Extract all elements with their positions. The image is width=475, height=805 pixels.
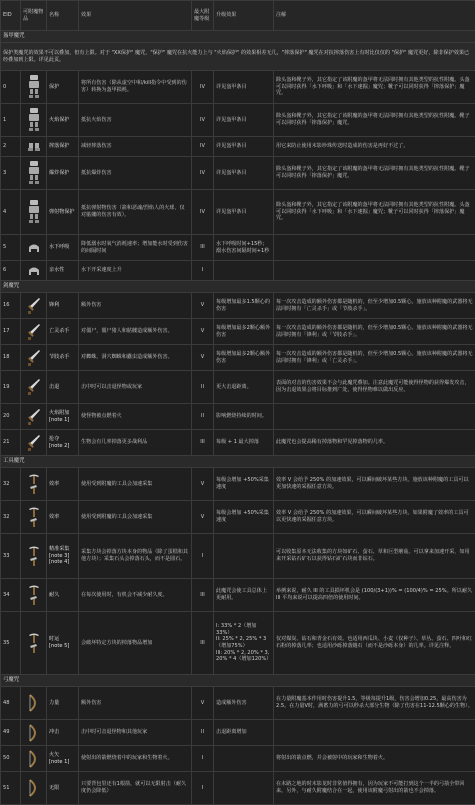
eid-cell: 17 (1, 319, 21, 345)
effect-cell: 会破坏特定方块的掉落物品增加 (79, 612, 192, 675)
table-row (1, 345, 475, 371)
header-eid: EID (1, 1, 21, 31)
eid-cell: 5 (1, 235, 21, 261)
upgrade-cell: 此魔咒会使工具总体上更耐用。 (214, 579, 274, 612)
helmet-icon (23, 262, 44, 279)
table-row (1, 137, 475, 157)
upgrade-cell: 每级 + 1 最大掉落 (214, 430, 274, 456)
name-cell: 摔落保护 (47, 137, 79, 157)
effect-cell: 将所有伤害（除从虚空中和/kill指令中受到的伤害）转换为盔甲损耗。 (79, 71, 192, 104)
note-cell: 效率 V 会给予 250% 的加速效果，可以瞬间破坏某些方块。如果附魔了效率的工具可以更快速的采掘任意方块。 (274, 501, 475, 534)
note-cell: 每一次攻击造成的额外伤害都是随机的，但至少增加0.5颗心。施放该种附魔的武器将无法同时拥有「锋利」或「节肢杀手」。 (274, 319, 475, 345)
eid-cell: 35 (1, 612, 21, 675)
table-row (1, 235, 475, 261)
note-cell (274, 261, 475, 281)
name-cell: 击退 (47, 371, 79, 404)
effect-cell: 采集方块会掉落方块本身的物品（除了蛋糕和其他方块）；采集石头会掉落石头，而不是圆石。 (79, 534, 192, 579)
effect-cell: 对僵尸，僵尸猪人和骷髅造成额外伤害。 (79, 319, 192, 345)
effect-cell: 使用受到附魔的工具会加速采集 (79, 501, 192, 534)
max-level-cell: III (192, 235, 214, 261)
item-icon-cell (21, 293, 47, 319)
eid-cell: 1 (1, 104, 21, 137)
section-intro-row (1, 43, 475, 71)
effect-cell: 使射出的箭燃烧着中的玩家和生物着火。 (79, 746, 192, 772)
bow-icon (23, 773, 44, 803)
item-icon-cell (21, 612, 47, 675)
sword-icon (23, 320, 44, 343)
max-level-cell: I (192, 261, 214, 281)
item-icon-cell (21, 534, 47, 579)
upgrade-cell (214, 772, 274, 805)
table-row (1, 612, 475, 675)
helmet-icon (23, 236, 44, 259)
tools-icon (23, 613, 44, 673)
eid-cell: 32 (1, 468, 21, 501)
upgrade-cell: 每级会增加 +50%采集速度 (214, 468, 274, 501)
note-cell (274, 720, 475, 746)
max-level-cell: III (192, 579, 214, 612)
item-icon-cell (21, 137, 47, 157)
item-icon-cell (21, 430, 47, 456)
note-cell (274, 404, 475, 430)
effect-cell: 水下开采速度上升 (79, 261, 192, 281)
item-icon-cell (21, 190, 47, 235)
eid-cell: 32 (1, 501, 21, 534)
note-cell: 将射出的箭点燃，并会被射中的玩家和生物着火。 (274, 746, 475, 772)
effect-cell: 抵抗弹射物伤害（箭和恶魂/烈焰人的火球，仅对骷髅的伤害有效）。 (79, 190, 192, 235)
table-row (1, 468, 475, 501)
table-row (1, 293, 475, 319)
note-cell: 效率 V 会给予 250% 的加速效果，可以瞬间破坏某些方块。施放该种附魔的工具可以更加快速的采掘任意方块。 (274, 468, 475, 501)
effect-cell: 减轻摔落伤害 (79, 137, 192, 157)
section-title: 盔甲魔咒 (1, 31, 475, 43)
sword-icon (23, 294, 44, 317)
section-header (1, 675, 475, 687)
note-cell: 除头盔和靴子外，其它指定了该附魔的盔甲将无法同时拥有其他类型的抗性附魔。靴子可以同时获得「摔落保护」魔咒。 (274, 157, 475, 190)
max-level-cell: I (192, 534, 214, 579)
armor-set-icon (23, 72, 44, 102)
max-level-cell: III (192, 612, 214, 675)
item-icon-cell (21, 501, 47, 534)
upgrade-cell: 更大击退距离。 (214, 371, 274, 404)
eid-cell: 3 (1, 157, 21, 190)
item-icon-cell (21, 319, 47, 345)
upgrade-cell (214, 534, 274, 579)
eid-cell: 4 (1, 190, 21, 235)
table-row (1, 190, 475, 235)
note-cell: 除头盔和靴子外，其它指定了该附魔的盔甲将无法同时拥有其他类型的抗性附魔。靴子可以同时获得「摔落保护」魔咒。 (274, 104, 475, 137)
note-cell: 每一次攻击造成的额外伤害都是随机的，但至少增加0.5颗心。施放该种附魔的武器将无法同时拥有「亡灵杀手」或「节肢杀手」。 (274, 293, 475, 319)
sword-icon (23, 405, 44, 428)
upgrade-cell: 水下呼吸时间+15秒；溺水伤害间隔时间+1秒 (214, 235, 274, 261)
eid-cell: 33 (1, 534, 21, 579)
effect-cell: 生物会有几率掉落更多战利品 (79, 430, 192, 456)
sword-icon (23, 372, 44, 402)
header-items: 可附魔物品 (21, 1, 47, 31)
upgrade-cell: 影响燃烧持续的时间。 (214, 404, 274, 430)
item-icon-cell (21, 261, 47, 281)
note-cell: 在末路之地的时末影龙时非常值得拥有，因为玩家不可能打到这个一半的弓箭全带回来。另外，与耐久附魔结合在一起，使用该附魔弓射出的箭也不会掉落。 (274, 772, 475, 805)
note-cell: 仅对煤炭、钻石和青金石有效。也适用西瓜块、小麦（仅种子）、草丛、萤石、四叶和红石粉的掉落几率；也适用沙砾掉落燧石（而不是沙砾本身）的几率。详见注释。 (274, 612, 475, 675)
upgrade-cell: I: 33% * 2（增加33%） II: 25% * 2, 25% * 3（增加75%） III: 20% * 2, 20% * 3, 20% * 4（增加120%） (214, 612, 274, 675)
sword-icon (23, 346, 44, 369)
eid-cell: 2 (1, 137, 21, 157)
effect-cell: 额外伤害 (79, 293, 192, 319)
max-level-cell: V (192, 501, 214, 534)
name-cell: 精准采集 [note 3] [note 4] (47, 534, 79, 579)
header-max-level: 最大附魔等级 (192, 1, 214, 31)
item-icon-cell (21, 345, 47, 371)
item-icon-cell (21, 157, 47, 190)
max-level-cell: V (192, 319, 214, 345)
table-row (1, 501, 475, 534)
eid-cell: 0 (1, 71, 21, 104)
effect-cell: 使用受到附魔的工具会加速采集 (79, 468, 192, 501)
name-cell: 水下呼吸 (47, 235, 79, 261)
upgrade-cell: 每级会增加 +50%采集速度 (214, 501, 274, 534)
bow-icon (23, 721, 44, 744)
effect-cell: 抵抗爆炸伤害 (79, 157, 192, 190)
upgrade-cell: 详见盔甲条目 (214, 71, 274, 104)
table-row (1, 720, 475, 746)
upgrade-cell (214, 746, 274, 772)
name-cell: 弹射物保护 (47, 190, 79, 235)
note-cell: 此魔咒也会提高稀有掉落物和罕见掉落物的几率。 (274, 430, 475, 456)
table-row (1, 579, 475, 612)
name-cell: 火焰保护 (47, 104, 79, 137)
effect-cell: 对蜘蛛，洞穴蜘蛛和蠹虫造成额外伤害。 (79, 345, 192, 371)
item-icon-cell (21, 71, 47, 104)
effect-cell: 降低溺水时氧气消耗速率；增加能水时受到伤害的间隔时间 (79, 235, 192, 261)
max-level-cell: IV (192, 137, 214, 157)
name-cell: 时运 [note 5] (47, 612, 79, 675)
max-level-cell: I (192, 746, 214, 772)
item-icon-cell (21, 404, 47, 430)
section-title: 工具魔咒 (1, 456, 475, 468)
upgrade-cell: 每级增加最多2颗心额外伤害 (214, 345, 274, 371)
eid-cell: 51 (1, 772, 21, 805)
note-cell: 每一次攻击造成的额外伤害都是随机的，但至少增加0.5颗心。施放该种附魔的武器将无法同时拥有「锋利」或「亡灵杀手」。 (274, 345, 475, 371)
upgrade-cell: 每级增加最多1.5颗心的伤害 (214, 293, 274, 319)
max-level-cell: V (192, 687, 214, 720)
eid-cell: 49 (1, 720, 21, 746)
effect-cell: 击中时可击退怪物和其他玩家 (79, 720, 192, 746)
upgrade-cell: 详见盔甲条目 (214, 137, 274, 157)
name-cell: 亡灵杀手 (47, 319, 79, 345)
table-row (1, 404, 475, 430)
effect-cell: 抵抗火焰伤害 (79, 104, 192, 137)
eid-cell: 21 (1, 430, 21, 456)
item-icon-cell (21, 371, 47, 404)
name-cell: 无限 (47, 772, 79, 805)
upgrade-cell (214, 261, 274, 281)
max-level-cell: V (192, 468, 214, 501)
table-row (1, 772, 475, 805)
item-icon-cell (21, 468, 47, 501)
max-level-cell: V (192, 345, 214, 371)
eid-cell: 20 (1, 404, 21, 430)
table-row (1, 430, 475, 456)
eid-cell: 6 (1, 261, 21, 281)
eid-cell: 34 (1, 579, 21, 612)
note-cell: 除头盔和靴子外，其它指定了该附魔的盔甲将无法同时拥有其他类型的抗性附魔。头盔可以同时获得「水下呼吸」和「水下速掘」魔咒；靴子可以同时获得「摔落保护」魔咒。 (274, 71, 475, 104)
name-cell: 火焰附加 [note 1] (47, 404, 79, 430)
armor-set-icon (23, 158, 44, 188)
table-row (1, 746, 475, 772)
max-level-cell: IV (192, 157, 214, 190)
item-icon-cell (21, 579, 47, 612)
tools-icon (23, 580, 44, 610)
name-cell: 效率 (47, 501, 79, 534)
upgrade-cell: 详见盔甲条目 (214, 104, 274, 137)
name-cell: 亲水性 (47, 261, 79, 281)
effect-cell: 击中时可以击退怪物或玩家 (79, 371, 192, 404)
header-upgrade: 升级效果 (214, 1, 274, 31)
name-cell: 节肢杀手 (47, 345, 79, 371)
name-cell: 锋利 (47, 293, 79, 319)
note-cell: 除头盔和靴子外，其它指定了该附魔的盔甲将无法同时拥有其他类型的抗性附魔。头盔可以同时获得「水下呼吸」和「水下速掘」魔咒；靴子可以同时获得「摔落保护」魔咒。 (274, 190, 475, 235)
item-icon-cell (21, 746, 47, 772)
table-row (1, 534, 475, 579)
header-row (1, 1, 475, 31)
upgrade-cell: 每级增加最多2颗心额外伤害 (214, 319, 274, 345)
effect-cell: 额外伤害 (79, 687, 192, 720)
bow-icon (23, 747, 44, 770)
note-cell: 在力量附魔基本作用时伤害提升1.5，等级每提升1级，伤害会增加0.25，最高伤害为2.5。在力量V时，满蓄力的弓可以秒杀大部分生物（除了伤害在11-12.5颗心的生物）。 (274, 687, 475, 720)
note-cell: 表面的对击的伤害效果不会与此魔咒叠加。注意此魔咒可能使得怪物的获得爆发攻击，因为击退效果会将目标推到广处，使得怪物难以做出反应。 (274, 371, 475, 404)
section-header (1, 281, 475, 293)
tools-icon (23, 469, 44, 499)
max-level-cell: IV (192, 104, 214, 137)
header-effect: 效果 (79, 1, 192, 31)
table-row (1, 71, 475, 104)
item-icon-cell (21, 235, 47, 261)
armor-set-icon (23, 105, 44, 135)
max-level-cell: II (192, 404, 214, 430)
name-cell: 抢夺 [note 2] (47, 430, 79, 456)
item-icon-cell (21, 687, 47, 720)
section-title: 剑魔咒 (1, 281, 475, 293)
table-row (1, 261, 475, 281)
eid-cell: 50 (1, 746, 21, 772)
item-icon-cell (21, 772, 47, 805)
section-header (1, 456, 475, 468)
armor-set-icon (23, 191, 44, 233)
name-cell: 效率 (47, 468, 79, 501)
tools-icon (23, 502, 44, 532)
max-level-cell: IV (192, 190, 214, 235)
item-icon-cell (21, 104, 47, 137)
bow-icon (23, 688, 44, 718)
upgrade-cell: 详见盔甲条目 (214, 157, 274, 190)
table-row (1, 319, 475, 345)
section-intro: 保护类魔咒的效果不可以叠加，但有上限。对于 "XX保护" 魔咒，"保护" 魔咒在抗火能力上与 "火焰保护" 的效果相差无几，"摔落保护" 魔咒在对抗摔落伤害上有时比仅仅的 "保护" 魔咒更好，除非保护效果已经叠加到上限。详见此页。 (1, 43, 475, 71)
effect-cell: 在每次使用时，有机会不减少耐久度。 (79, 579, 192, 612)
note-cell: 举例来说，耐久 III 的工具损坏机会是 (100/(3+1))% = (100/4)% = 25%。所以耐久 III 平均来说可以提高四倍的使用时间。 (274, 579, 475, 612)
eid-cell: 18 (1, 345, 21, 371)
name-cell: 冲击 (47, 720, 79, 746)
eid-cell: 16 (1, 293, 21, 319)
name-cell: 保护 (47, 71, 79, 104)
note-cell (274, 235, 475, 261)
upgrade-cell: 击退距离增加 (214, 720, 274, 746)
note-cell: 可以收集原本无法收集的方块如矿石、萤石、草和巨型蘑菇。可以拿来加速开采，如用来开采钻石矿石以获得钻石矿石块而非钻石。 (274, 534, 475, 579)
max-level-cell: III (192, 430, 214, 456)
section-header (1, 31, 475, 43)
max-level-cell: IV (192, 71, 214, 104)
effect-cell: 使怪物被点燃着火 (79, 404, 192, 430)
upgrade-cell: 详见盔甲条目 (214, 190, 274, 235)
tools-icon (23, 535, 44, 577)
item-icon-cell (21, 720, 47, 746)
max-level-cell: II (192, 371, 214, 404)
upgrade-cell: 造成额外伤害 (214, 687, 274, 720)
max-level-cell: I (192, 772, 214, 805)
sword-icon (23, 431, 44, 454)
eid-cell: 19 (1, 371, 21, 404)
table-row (1, 687, 475, 720)
header-name: 名称 (47, 1, 79, 31)
boots-icon (23, 138, 44, 155)
effect-cell: 只要背包里还有1根箭，就可以无限射击（耐久度仍会降低） (79, 772, 192, 805)
max-level-cell: II (192, 720, 214, 746)
table-row (1, 157, 475, 190)
name-cell: 耐久 (47, 579, 79, 612)
eid-cell: 48 (1, 687, 21, 720)
table-row (1, 104, 475, 137)
section-title: 弓魔咒 (1, 675, 475, 687)
max-level-cell: V (192, 293, 214, 319)
table-row (1, 371, 475, 404)
name-cell: 火矢 [note 1] (47, 746, 79, 772)
note-cell: 用它来防止使用末影珍珠传送时造成的伤害是再好不过了。 (274, 137, 475, 157)
name-cell: 力量 (47, 687, 79, 720)
name-cell: 爆炸保护 (47, 157, 79, 190)
header-note: 注解 (274, 1, 475, 31)
